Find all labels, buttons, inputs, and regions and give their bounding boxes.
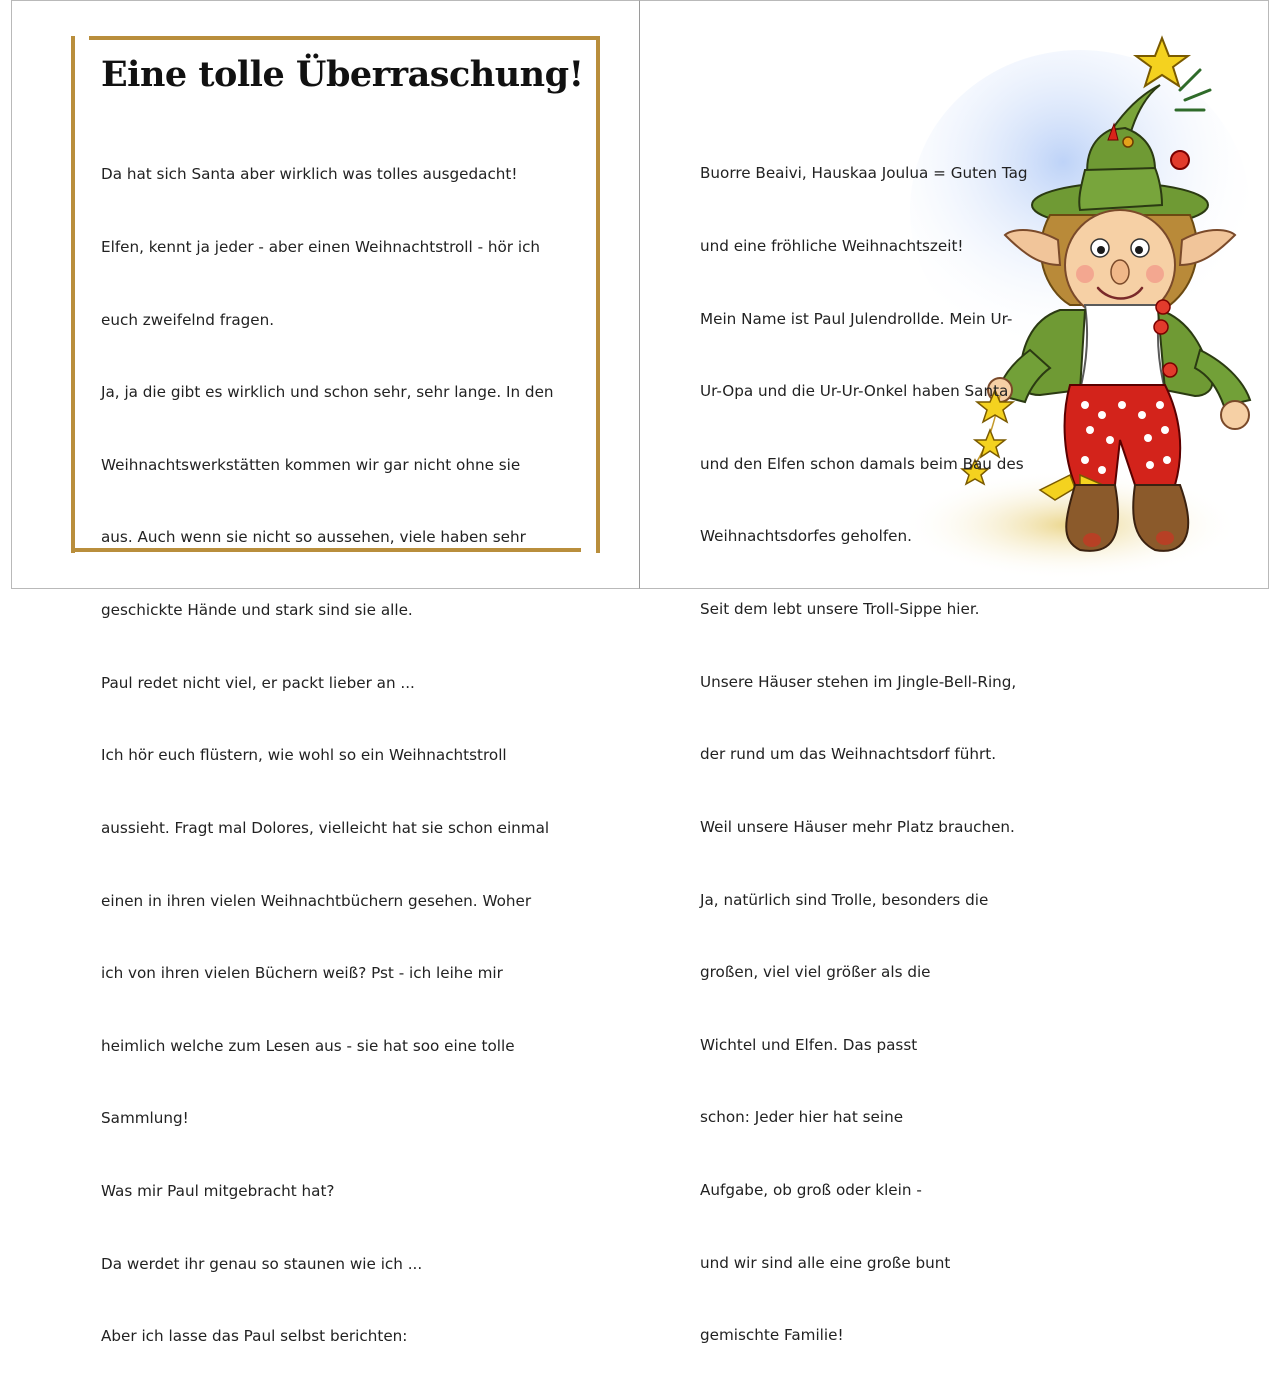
text-line: Ich hör euch flüstern, wie wohl so ein Weihnachtstroll [101, 746, 507, 765]
left-body-text [101, 114, 554, 1397]
frame-left-border [71, 36, 75, 553]
text-line: Weihnachtswerkstätten kommen wir gar nicht ohne sie [101, 455, 521, 474]
text-line: Wichtel und Elfen. Das passt [700, 1035, 918, 1054]
text-line: großen, viel viel größer als die [700, 963, 931, 982]
text-line: und den Elfen schon damals beim Bau des [700, 454, 1024, 473]
right-body-text [700, 113, 1028, 1396]
text-line: geschickte Hände und stark sind sie alle. [101, 601, 413, 620]
text-line: Ur-Opa und die Ur-Ur-Onkel haben Santa [700, 382, 1009, 401]
text-line: Sammlung! [101, 1109, 189, 1128]
text-line: Weil unsere Häuser mehr Platz brauchen. [700, 817, 1015, 836]
text-line: euch zweifelnd fragen. [101, 310, 275, 329]
text-line: Unsere Häuser stehen im Jingle-Bell-Ring, [700, 672, 1017, 691]
text-line: einen in ihren vielen Weihnachtbüchern gesehen. Woher [101, 891, 532, 910]
text-line: Aber ich lasse das Paul selbst berichten: [101, 1327, 408, 1346]
text-line: aussieht. Fragt mal Dolores, vielleicht hat sie schon einmal [101, 818, 550, 837]
text-line: Was mir Paul mitgebracht hat? [101, 1181, 335, 1200]
text-line: aus. Auch wenn sie nicht so aussehen, viele haben sehr [101, 528, 526, 547]
pants [1065, 385, 1181, 485]
text-line: und eine fröhliche Weihnachtszeit! [700, 237, 964, 256]
text-line: schon: Jeder hier hat seine [700, 1108, 904, 1127]
text-line: der rund um das Weihnachtsdorf führt. [700, 745, 997, 764]
text-line: Aufgabe, ob groß oder klein - [700, 1180, 922, 1199]
text-line: Da hat sich Santa aber wirklich was tolles ausgedacht! [101, 165, 518, 184]
text-line: Seit dem lebt unsere Troll-Sippe hier. [700, 600, 980, 619]
text-line: Da werdet ihr genau so staunen wie ich ... [101, 1254, 423, 1273]
text-line: Mein Name ist Paul Julendrollde. Mein Ur- [700, 309, 1013, 328]
text-line: ich von ihren vielen Büchern weiß? Pst - ich leihe mir [101, 964, 503, 983]
text-line: und wir sind alle eine große bunt [700, 1253, 951, 1272]
text-line: Ja, natürlich sind Trolle, besonders die [700, 890, 989, 909]
page-title: Eine tolle Überraschung! [101, 54, 584, 95]
text-line: Paul redet nicht viel, er packt lieber an ... [101, 673, 415, 692]
text-line: heimlich welche zum Lesen aus - sie hat soo eine tolle [101, 1036, 515, 1055]
text-line: Weihnachtsdorfes geholfen. [700, 527, 912, 546]
frame-right-border [596, 36, 600, 553]
text-line: Elfen, kennt ja jeder - aber einen Weihnachtstroll - hör ich [101, 238, 541, 257]
text-line: Ja, ja die gibt es wirklich und schon sehr, sehr lange. In den [101, 383, 554, 402]
frame-top-border [89, 36, 600, 40]
text-line: Buorre Beaivi, Hauskaa Joulua = Guten Tag [700, 164, 1028, 183]
text-line: gemischte Familie! [700, 1326, 844, 1345]
